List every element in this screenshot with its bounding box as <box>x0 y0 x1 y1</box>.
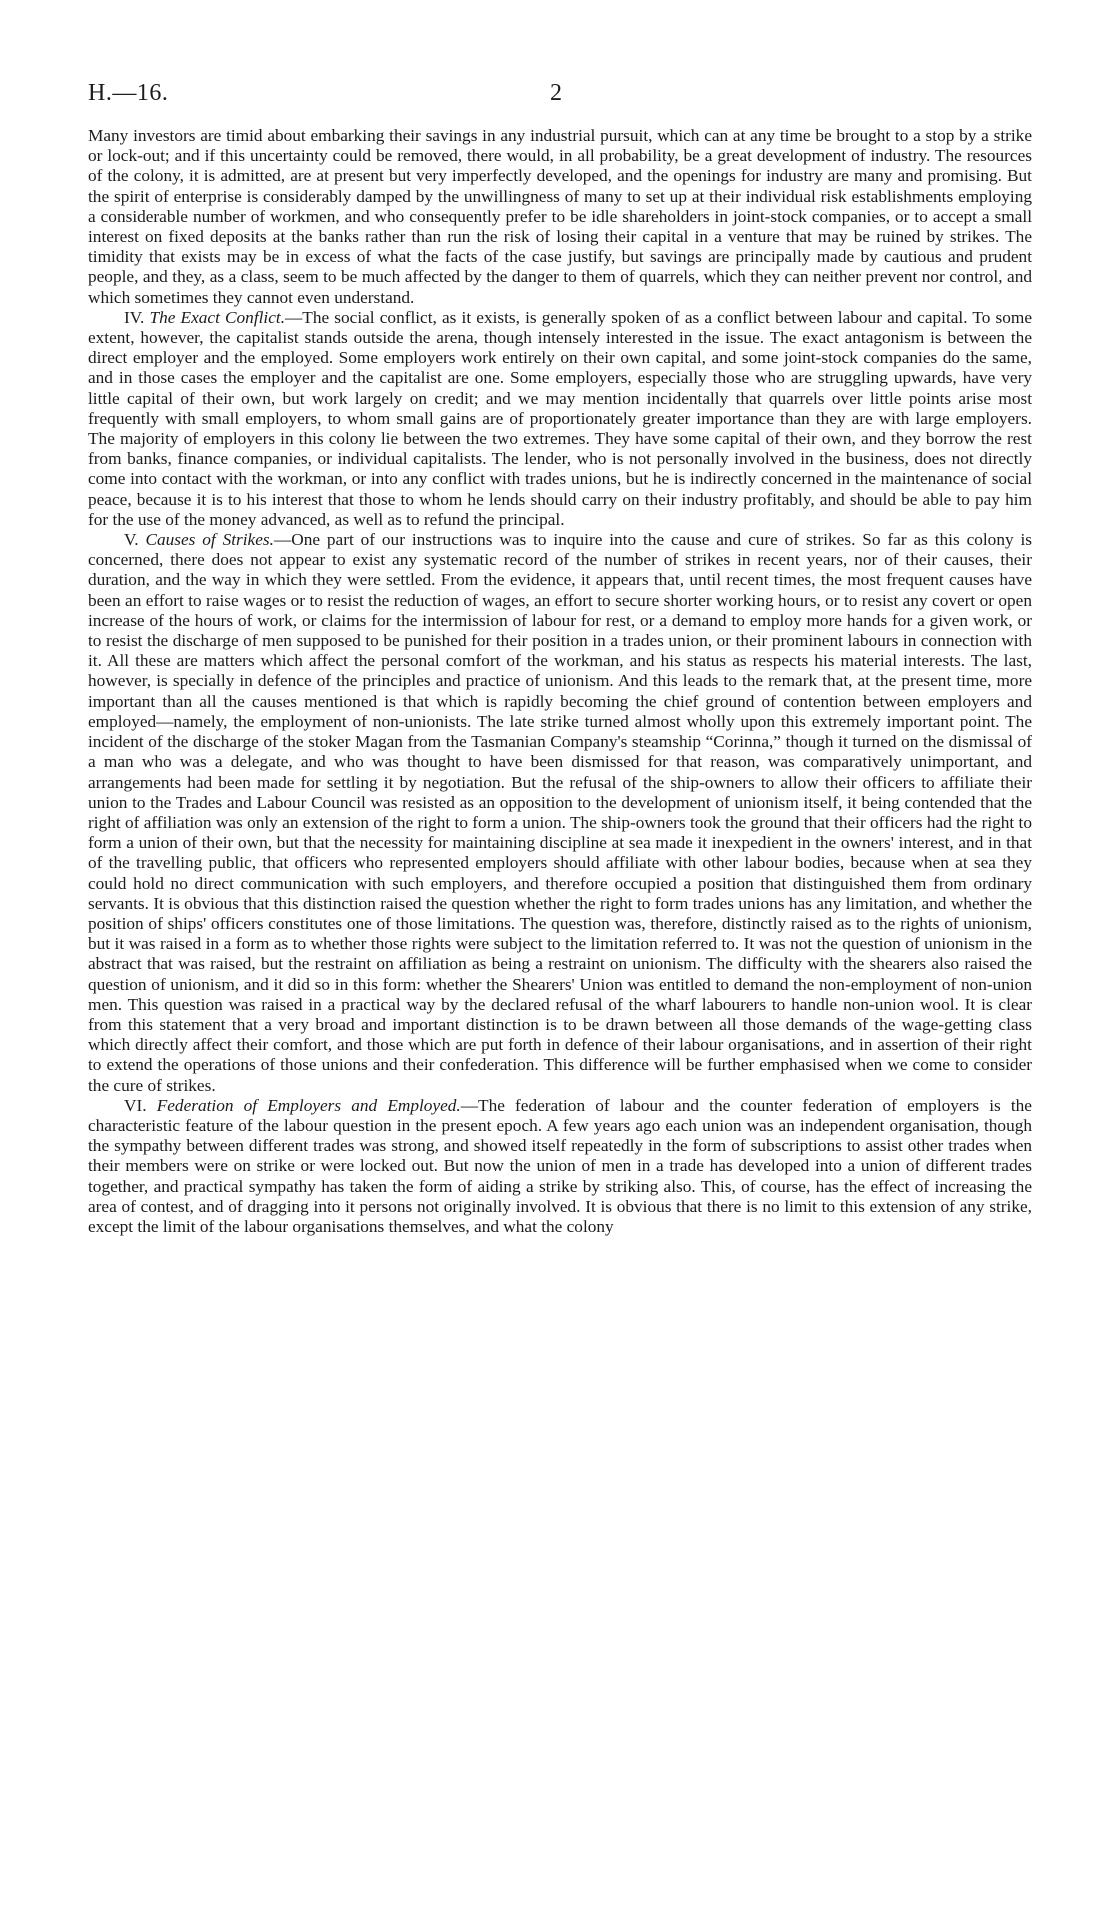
section-number: IV. <box>124 307 145 327</box>
section-heading: The Exact Conflict. <box>149 307 286 327</box>
document-page <box>88 72 1032 1902</box>
paragraph-causes-of-strikes <box>88 530 1032 1096</box>
paragraph-exact-conflict <box>88 308 1032 530</box>
section-number: V. <box>124 530 139 550</box>
page-number: 2 <box>550 80 562 106</box>
paragraph-investors <box>88 126 1032 308</box>
section-number: VI. <box>124 1095 147 1115</box>
paragraph-federation <box>88 1096 1032 1237</box>
page-header <box>88 72 1032 112</box>
paragraph-text: —The social conflict, as it exists, is generally spoken of as a conflict between labour and capital. To some extent, however, the capitalist stands outside the arena, though intensely interested in the issue. The exact antagonism is between the direct employer and the employed. Some employers work entirely on their own capital, and some joint-stock companies do the same, and in those cases the employer and the capitalist are one. Some employers, especially those who are struggling upwards, have very little capital of their own, but work largely on credit; and we may mention incidentally that quarrels over little points arise most frequently with small employers, to whom small gains are of proportionately greater importance than they are with large employers. The majority of employers in this colony lie between the two extremes. They have some capital of their own, and they borrow the rest from banks, finance companies, or individual capitalists. The lender, who is not personally involved in the business, does not directly come into contact with the workman, or into any conflict with trades unions, but he is indirectly concerned in the maintenance of social peace, because it is to his interest that those to whom he lends should carry on their industry profitably, and should be able to pay him for the use of the money advanced, as well as to refund the principal. <box>88 307 1032 529</box>
paragraph-text: —One part of our instructions was to inquire into the cause and cure of strikes. So far as this colony is concerned, there does not appear to exist any systematic record of the number of strikes in recent years, nor of their causes, their duration, and the way in which they were settled. From the evidence, it appears that, until recent times, the most frequent causes have been an effort to raise wages or to resist the reduction of wages, an effort to secure shorter working hours, or to resist any covert or open increase of the hours of work, or claims for the intermission of labour for rest, or a demand to employ more hands for a given work, or to resist the discharge of men supposed to be punished for their position in a trades union, or their prominent labours in connection with it. All these are matters which affect the personal comfort of the workman, and his status as respects his material interests. The last, however, is specially in defence of the principles and practice of unionism. And this leads to the remark that, at the present time, more important than all the causes mentioned is that which is rapidly becoming the chief ground of contention between employers and employed—namely, the employment of non-unionists. The late strike turned almost wholly upon this extremely important point. The incident of the discharge of the stoker Magan from the Tasmanian Company's steamship “Corinna,” though it turned on the dismissal of a man who was a delegate, and who was thought to have been dismissed for that reason, was comparatively unimportant, and arrangements had been made for settling it by negotiation. But the refusal of the ship-owners to allow their officers to affiliate their union to the Trades and Labour Council was resisted as an opposition to the development of unionism itself, it being contended that the right of affiliation was only an extension of the right to form a union. The ship-owners took the ground that their officers had the right to form a union of their own, but that the necessity for maintaining discipline at sea made it inexpedient in the owners' interest, and in that of the travelling public, that officers who represented employers should affiliate with other labour bodies, because when at sea they could hold no direct communication with such employers, and therefore occupied a position that distinguished them from ordinary servants. It is obvious that this distinction raised the question whether the right to form trades unions has any limitation, and whether the position of ships' officers constitutes one of those limitations. The question was, therefore, distinctly raised as to the rights of unionism, but it was raised in a form as to whether those rights were subject to the limitation referred to. It was not the question of unionism in the abstract that was raised, but the restraint on affiliation as being a restraint on unionism. The difficulty with the shearers also raised the question of unionism, and it did so in this form: whether the Shearers' Union was entitled to demand the non-employment of non-union men. This question was raised in a practical way by the declared refusal of the wharf labourers to handle non-union wool. It is clear from this statement that a very broad and important distinction is to be drawn between all those demands of the wage-getting class which directly affect their comfort, and those which are put forth in defence of their labour organisations, and in assertion of their right to extend the operations of those unions and their confederation. This difference will be further emphasised when we come to consider the cure of strikes. <box>88 530 1033 1095</box>
section-heading: Federation of Employers and Employed. <box>156 1095 461 1115</box>
document-reference: H.—16. <box>88 80 169 106</box>
body-text <box>88 126 1032 1237</box>
section-heading: Causes of Strikes. <box>145 530 274 550</box>
paragraph-text: —The federation of labour and the counter federation of employers is the characteristic feature of the labour question in the present epoch. A few years ago each union was an independent organisation, though the sympathy between different trades was strong, and showed itself repeatedly in the form of subscriptions to assist other trades when their members were on strike or were locked out. But now the union of men in a trade has developed into a union of different trades together, and practical sympathy has taken the form of aiding a strike by striking also. This, of course, has the effect of increasing the area of contest, and of dragging into it persons not originally involved. It is obvious that there is no limit to this extension of any strike, except the limit of the labour organisations themselves, and what the colony <box>88 1095 1032 1236</box>
paragraph-text: Many investors are timid about embarking their savings in any industrial pursuit, which can at any time be brought to a stop by a strike or lock-out; and if this uncertainty could be removed, there would, in all probability, be a great development of industry. The resources of the colony, it is admitted, are at present but very imperfectly developed, and the openings for industry are many and promising. But the spirit of enterprise is considerably damped by the unwillingness of many to set up at their individual risk establishments employing a considerable number of workmen, and who consequently prefer to be idle shareholders in joint-stock companies, or to accept a small interest on fixed deposits at the banks rather than run the risk of losing their capital in a venture that may be ruined by strikes. The timidity that exists may be in excess of what the facts of the case justify, but savings are principally made by cautious and prudent people, and they, as a class, seem to be much affected by the danger to them of quarrels, which they can neither prevent nor control, and which sometimes they cannot even understand. <box>88 126 1032 307</box>
